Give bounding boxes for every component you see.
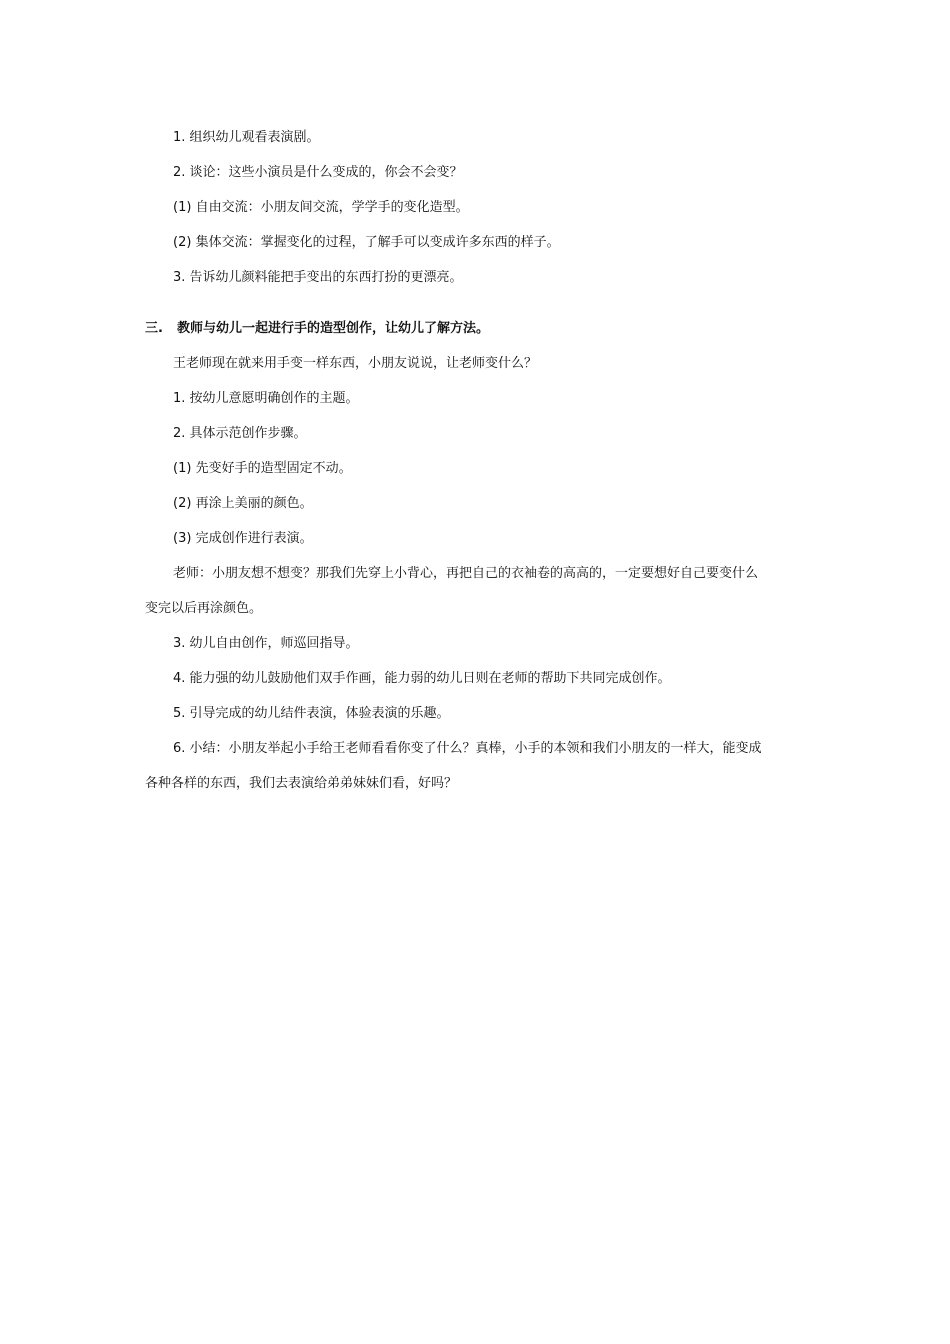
list-item: 3. 告诉幼儿颜料能把手变出的东西打扮的更漂亮。	[173, 270, 463, 285]
summary-paragraph-line: 各种各样的东西，我们去表演给弟弟妹妹们看，好吗？	[145, 776, 458, 791]
summary-paragraph-line: 6. 小结：小朋友举起小手给王老师看看你变了什么？真棒，小手的本领和我们小朋友的一样大，能变成	[173, 741, 762, 756]
list-item: 1. 按幼儿意愿明确创作的主题。	[173, 391, 359, 406]
list-item: (3) 完成创作进行表演。	[173, 531, 313, 546]
list-item: 1. 组织幼儿观看表演剧。	[173, 130, 320, 145]
list-item: 2. 谈论：这些小演员是什么变成的，你会不会变？	[173, 165, 463, 180]
teacher-paragraph-line: 老师：小朋友想不想变？那我们先穿上小背心，再把自己的衣袖卷的高高的，一定要想好自己要变什么	[173, 566, 759, 581]
list-item: (2) 再涂上美丽的颜色。	[173, 496, 313, 511]
teacher-paragraph-line: 变完以后再涂颜色。	[145, 601, 263, 616]
list-item: 2. 具体示范创作步骤。	[173, 426, 307, 441]
section-heading: 三. 教师与幼儿一起进行手的造型创作，让幼儿了解方法。	[145, 321, 490, 336]
list-item: (2) 集体交流：掌握变化的过程，了解手可以变成许多东西的样子。	[173, 235, 560, 250]
intro-paragraph: 王老师现在就来用手变一样东西，小朋友说说，让老师变什么？	[173, 356, 538, 371]
list-item: 4. 能力强的幼儿鼓励他们双手作画，能力弱的幼儿日则在老师的帮助下共同完成创作。	[173, 671, 671, 686]
document-body	[145, 120, 815, 801]
list-item: 5. 引导完成的幼儿结件表演，体验表演的乐趣。	[173, 706, 450, 721]
list-item: 3. 幼儿自由创作，师巡回指导。	[173, 636, 359, 651]
spacer	[145, 295, 815, 311]
list-item: (1) 先变好手的造型固定不动。	[173, 461, 352, 476]
list-item: (1) 自由交流：小朋友间交流，学学手的变化造型。	[173, 200, 469, 215]
